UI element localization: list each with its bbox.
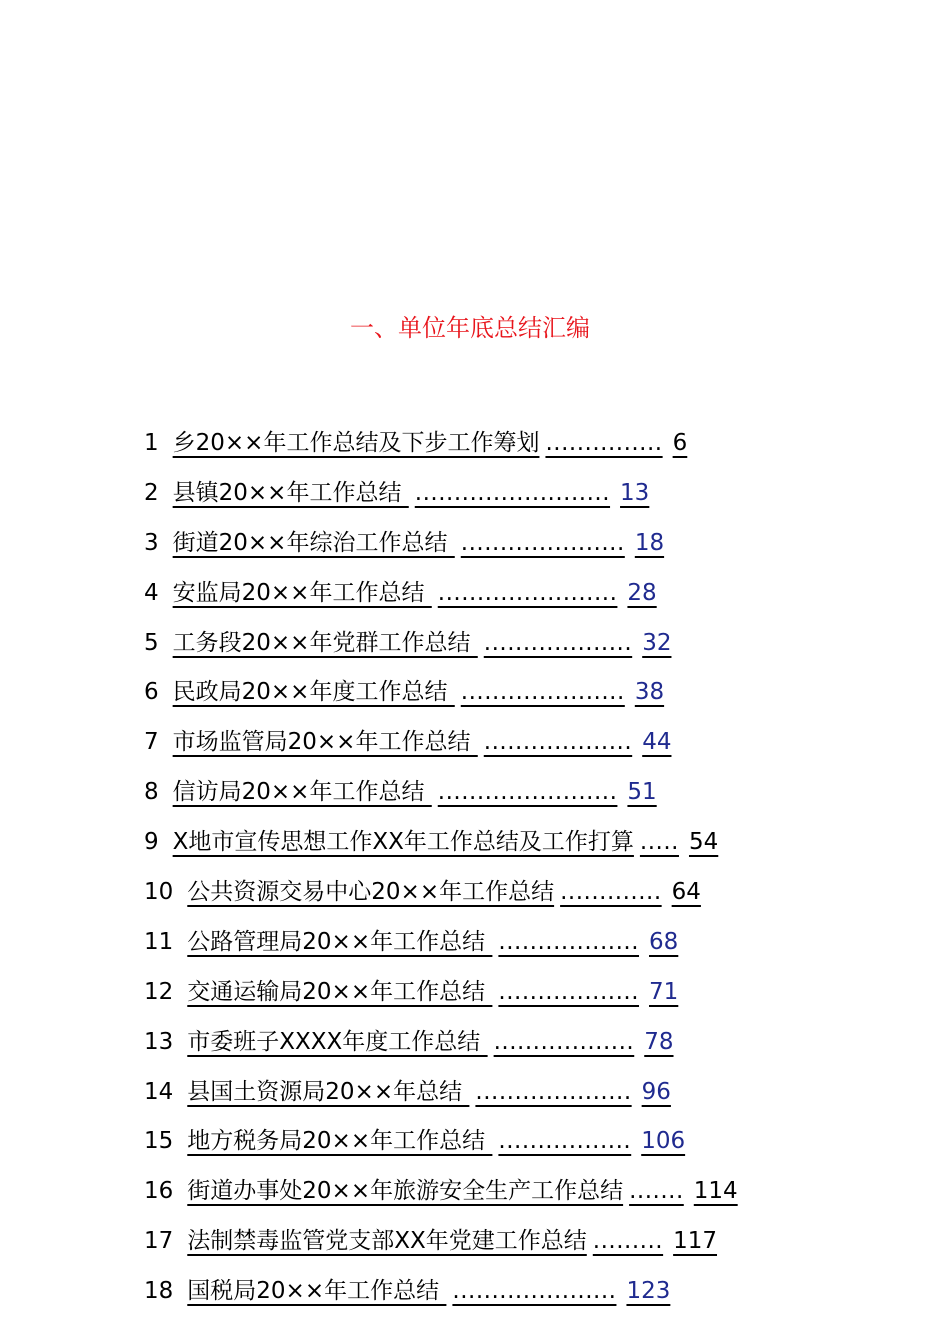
toc-entry-link[interactable] [144,1273,670,1309]
toc-entry-page-number: 71 [649,978,679,1005]
toc-entry-page-number: 78 [644,1028,674,1055]
toc-entry-leader-dots: ................. [498,1128,632,1155]
toc-entry-link[interactable] [144,625,671,661]
toc-entry [144,824,804,874]
toc-entry-link[interactable] [144,724,671,760]
toc-entry-leader-dots: ................... [483,729,633,756]
toc-entry-page-number: 32 [642,629,672,656]
toc-entry-link[interactable] [144,924,678,960]
toc-entry-page-number: 44 [642,729,672,756]
toc-entry [144,525,804,575]
toc-entry-link[interactable] [144,575,657,611]
toc-entry-link[interactable] [144,674,664,710]
toc-entry-page-number: 13 [620,479,650,506]
toc-entry-title: 交通运输局20××年工作总结 [187,978,493,1005]
toc-entry-number: 17 [144,1228,174,1255]
toc-entry-leader-dots: ..................... [460,529,625,556]
toc-entry-number: 3 [144,529,159,556]
table-of-contents [144,425,804,1323]
toc-entry-title: 县国土资源局20××年总结 [187,1078,470,1105]
toc-entry-page-number: 54 [688,829,719,856]
toc-entry-number: 5 [144,629,159,656]
toc-entry-leader-dots: .................. [498,978,640,1005]
toc-entry-link[interactable] [144,874,701,910]
toc-entry [144,1173,804,1223]
toc-entry [144,1123,804,1173]
toc-entry-number: 15 [144,1128,174,1155]
section-title: 一、单位年底总结汇编 [350,314,590,342]
toc-entry-page-number: 123 [626,1278,671,1305]
toc-entry-leader-dots: ............... [545,430,663,456]
toc-entry-page-number: 106 [641,1128,686,1155]
toc-entry-link[interactable] [144,1024,674,1060]
toc-entry-title: 信访局20××年工作总结 [172,779,432,806]
toc-entry-page-number: 114 [693,1178,738,1205]
toc-entry [144,1074,804,1124]
toc-entry-page-number: 6 [672,430,688,456]
toc-entry-number: 7 [144,729,159,756]
toc-entry-link[interactable] [144,1074,671,1110]
toc-entry-page-number: 28 [627,579,657,606]
toc-entry-leader-dots: ......... [592,1228,664,1255]
toc-entry [144,674,804,724]
toc-entry-title: 公路管理局20××年工作总结 [187,928,493,955]
toc-entry-link[interactable] [144,1123,685,1159]
toc-entry-leader-dots: .................. [493,1028,635,1055]
toc-entry-leader-dots: ..................... [460,679,625,706]
toc-entry-title: 法制禁毒监管党支部XX年党建工作总结 [187,1228,587,1255]
toc-entry-link[interactable] [144,475,649,511]
toc-entry-leader-dots: ..................... [452,1278,617,1305]
toc-entry-title: 地方税务局20××年工作总结 [187,1128,493,1155]
toc-entry-title: 街道20××年综治工作总结 [172,529,455,556]
toc-entry-title: 安监局20××年工作总结 [172,579,432,606]
toc-entry-number: 10 [144,879,174,906]
toc-entry [144,1273,804,1323]
toc-entry [144,575,804,625]
toc-entry-number: 9 [144,829,159,856]
toc-entry-number: 1 [144,430,159,456]
toc-entry-link[interactable] [144,1173,738,1209]
toc-entry-page-number: 96 [641,1078,671,1105]
toc-entry-link[interactable] [144,1223,717,1259]
toc-entry-number: 8 [144,779,159,806]
toc-entry-leader-dots: ....... [629,1178,684,1205]
toc-entry-page-number: 51 [627,779,657,806]
toc-entry [144,1024,804,1074]
toc-entry-title: 市委班子XXXX年度工作总结 [187,1028,488,1055]
toc-entry-leader-dots: ................... [483,629,633,656]
toc-entry [144,625,804,675]
toc-entry [144,924,804,974]
toc-entry-leader-dots: ..... [639,829,679,856]
toc-entry-title: 工务段20××年党群工作总结 [172,629,478,656]
toc-entry-title: 国税局20××年工作总结 [187,1278,447,1305]
toc-entry-link[interactable] [144,425,687,461]
toc-entry-title: 乡20××年工作总结及下步工作筹划 [172,430,540,456]
toc-entry-title: 县镇20××年工作总结 [172,479,409,506]
toc-entry [144,874,804,924]
toc-entry-link[interactable] [144,824,718,860]
toc-entry-link[interactable] [144,774,657,810]
toc-entry [144,425,804,475]
toc-entry-page-number: 68 [649,928,679,955]
toc-entry-title: 街道办事处20××年旅游安全生产工作总结 [187,1178,624,1205]
toc-entry-leader-dots: ....................... [437,779,618,806]
toc-entry-number: 11 [144,928,174,955]
toc-entry [144,1223,804,1273]
toc-entry-link[interactable] [144,974,678,1010]
toc-entry-title: 民政局20××年度工作总结 [172,679,455,706]
toc-entry-page-number: 64 [671,879,701,906]
toc-entry-leader-dots: .................. [498,928,640,955]
toc-entry-number: 13 [144,1028,174,1055]
toc-entry [144,724,804,774]
toc-entry-number: 16 [144,1178,174,1205]
toc-entry-leader-dots: .................... [475,1078,632,1105]
toc-entry-page-number: 18 [634,529,665,556]
toc-entry-leader-dots: ............. [560,879,662,906]
toc-entry-leader-dots: ....................... [437,579,618,606]
toc-entry [144,974,804,1024]
toc-entry-page-number: 38 [634,679,665,706]
toc-entry [144,774,804,824]
toc-entry-leader-dots: ......................... [414,479,611,506]
toc-entry-title: 公共资源交易中心20××年工作总结 [187,879,555,906]
toc-entry-number: 18 [144,1278,174,1305]
toc-entry-title: 市场监管局20××年工作总结 [172,729,478,756]
toc-entry-number: 12 [144,978,174,1005]
toc-entry-title: X地市宣传思想工作XX年工作总结及工作打算 [172,829,634,856]
toc-entry-number: 14 [144,1078,174,1105]
toc-entry-link[interactable] [144,525,664,561]
toc-entry-number: 2 [144,479,159,506]
toc-entry-page-number: 117 [673,1228,718,1255]
toc-entry [144,475,804,525]
toc-entry-number: 4 [144,579,159,606]
toc-entry-number: 6 [144,679,159,706]
